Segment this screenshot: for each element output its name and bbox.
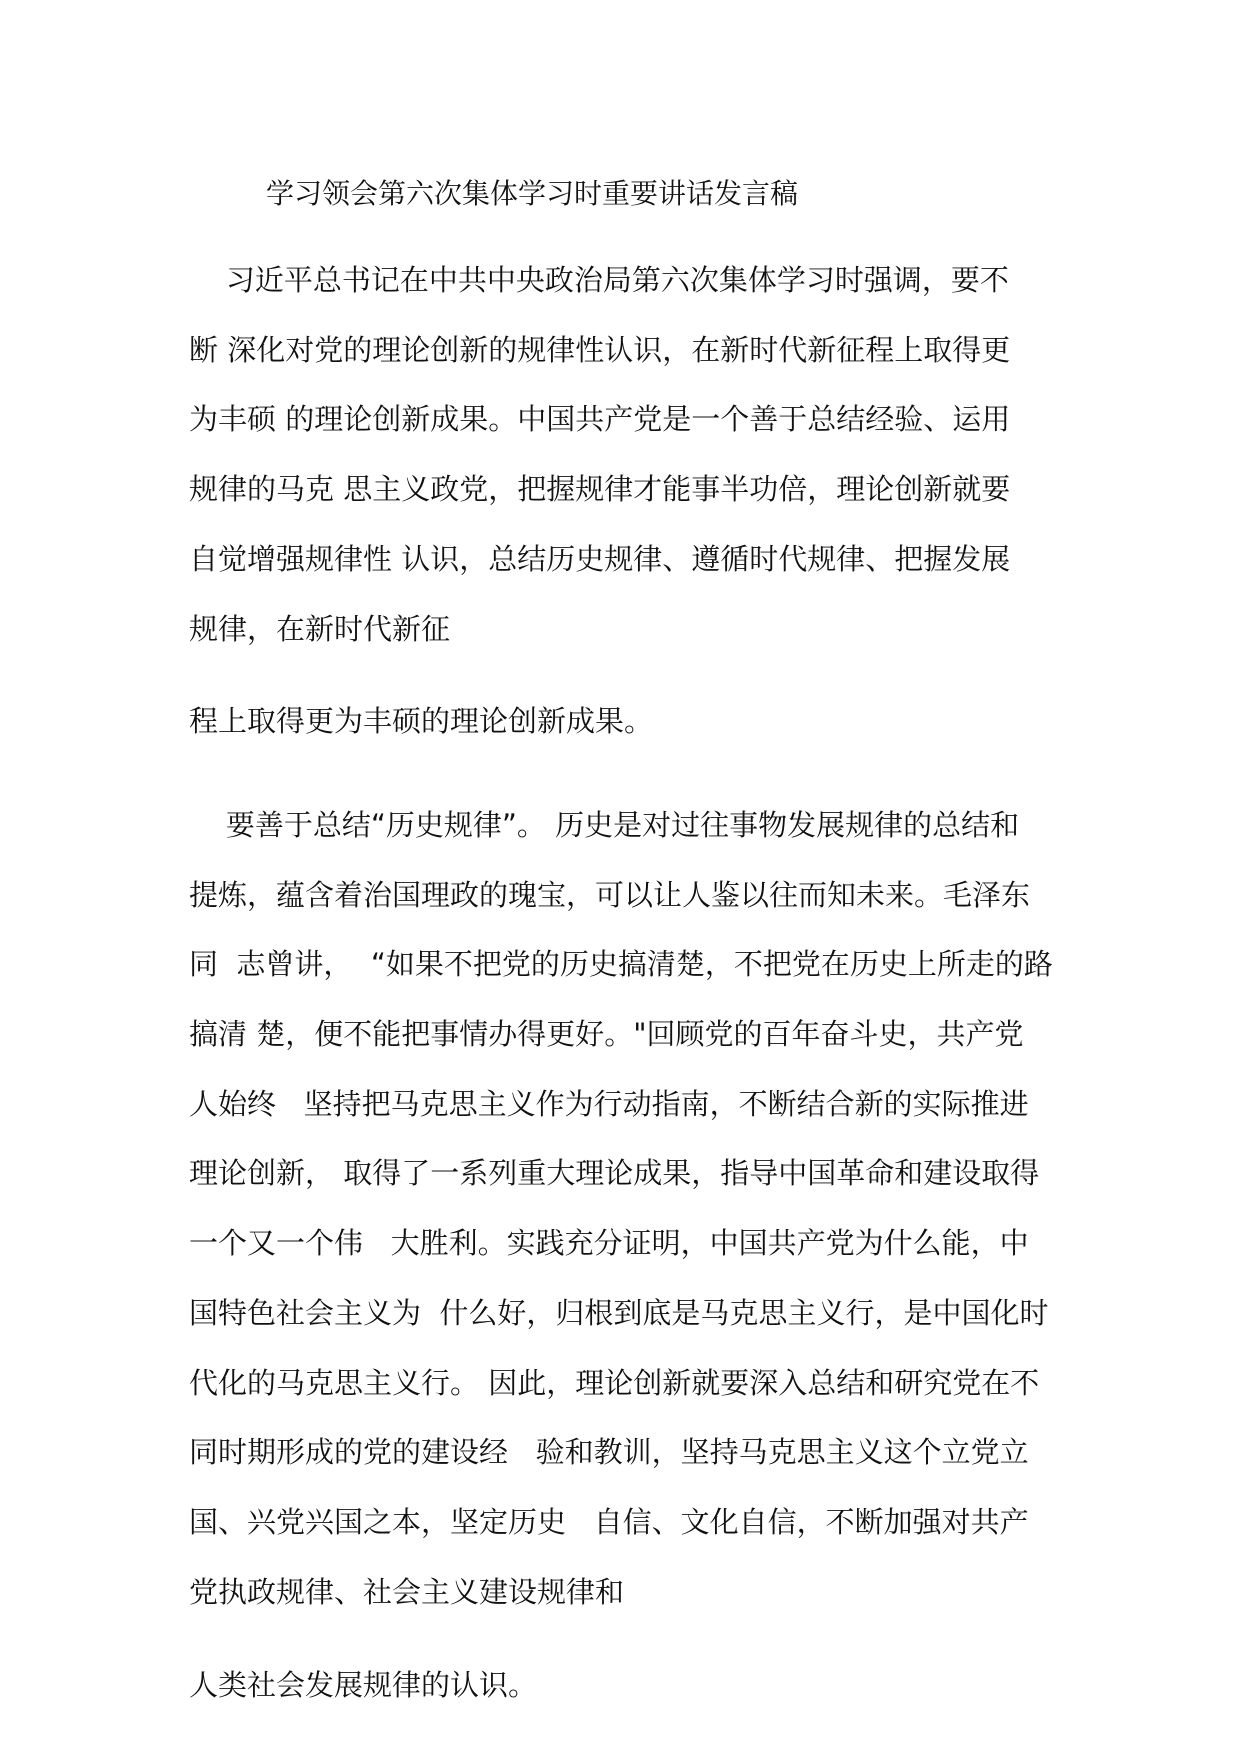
text-line: 党执政规律、社会主义建设规律和 — [189, 1575, 625, 1609]
text-line: 代化的马克思主义行。 因此，理论创新就要深入总结和研究党在不 — [189, 1366, 1040, 1400]
text-line: 为丰硕 的理论创新成果。中国共产党是一个善于总结经验、运用 — [189, 402, 1011, 436]
text-line: 规律的马克 思主义政党，把握规律才能事半功倍，理论创新就要 — [189, 472, 1011, 506]
text-line: 自觉增强规律性 认识，总结历史规律、遵循时代规律、把握发展 — [189, 542, 1011, 576]
text-line: 搞清 楚，便不能把事情办得更好。"回顾党的百年奋斗史，共产党 — [189, 1017, 1024, 1051]
text-line: 人类社会发展规律的认识。 — [189, 1668, 538, 1702]
text-line: 程上取得更为丰硕的理论创新成果。 — [189, 704, 654, 738]
text-line: 同时期形成的党的建设经 验和教训，坚持马克思主义这个立党立 — [189, 1435, 1029, 1469]
document-title: 学习领会第六次集体学习时重要讲话发言稿 — [266, 177, 799, 210]
text-line: 一个又一个伟 大胜利。实践充分证明，中国共产党为什么能，中 — [189, 1226, 1029, 1260]
text-line: 习近平总书记在中共中央政治局第六次集体学习时强调，要不 — [189, 263, 1009, 297]
text-line: 人始终 坚持把马克思主义作为行动指南，不断结合新的实际推进 — [189, 1087, 1029, 1121]
text-line: 规律，在新时代新征 — [189, 612, 451, 646]
text-line: 同 志曾讲， “如果不把党的历史搞清楚，不把党在历史上所走的路 — [189, 947, 1053, 981]
text-line: 国、兴党兴国之本，坚定历史 自信、文化自信，不断加强对共产 — [189, 1505, 1029, 1539]
text-line: 国特色社会主义为 什么好，归根到底是马克思主义行，是中国化时 — [189, 1296, 1049, 1330]
text-line: 断 深化对党的理论创新的规律性认识，在新时代新征程上取得更 — [189, 333, 1011, 367]
text-line: 理论创新， 取得了一系列重大理论成果，指导中国革命和建设取得 — [189, 1156, 1040, 1190]
text-line: 要善于总结“历史规律”。 历史是对过往事物发展规律的总结和 — [189, 808, 1020, 842]
text-line: 提炼，蕴含着治国理政的瑰宝，可以让人鉴以往而知未来。毛泽东 — [189, 878, 1031, 912]
